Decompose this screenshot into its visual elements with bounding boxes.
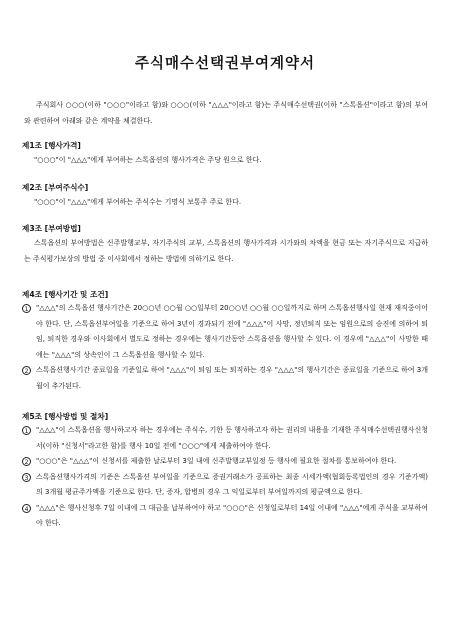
- list-item: [22, 363, 428, 394]
- list-item-text: "△△△"은 행사신청후 7일 이내에 그 대금을 납부하여야 하고 "○○○"은 신청일로부터 14일 이내에 "△△△"에게 주식을 교부하여야 한다.: [36, 503, 428, 527]
- circled-number: 1: [22, 304, 31, 313]
- circled-number: 2: [22, 457, 31, 466]
- article-3-title: 제3조 [부여방법]: [22, 224, 81, 233]
- article-3-body: 스톡옵션의 부여방법은 신주발행교부, 자기주식의 교부, 스톡옵션의 행사가격과 시가와의 차액을 현금 또는 자기주식으로 지급하는 주식평가보상의 방법 중 이사회에서 정하는 방법에 의하기로 한다.: [24, 239, 428, 263]
- list-item: [22, 501, 428, 532]
- document-title: 주식매수선택권부여계약서: [134, 56, 316, 72]
- list-item: [22, 423, 428, 454]
- article-4-title: 제4조 [행사기간 및 조건]: [22, 290, 109, 299]
- circled-number: 1: [22, 426, 31, 435]
- list-item: [22, 301, 428, 363]
- article-4-items: [22, 301, 428, 394]
- article-1-title: 제1조 [행사가격]: [22, 141, 81, 150]
- list-item: [22, 470, 428, 501]
- article-2-body: "○○○"이 "△△△"에게 부여하는 주식수는 기명식 보통주 주로 한다.: [34, 198, 242, 206]
- list-item-text: "○○○"은 "△△△"이 신청서를 제출한 날로부터 3일 내에 신주발행교부일정 등 행사에 필요한 절차를 통보하여야 한다.: [36, 457, 397, 465]
- list-item-text: "△△△"이 스톡옵션을 행사하고자 하는 경우에는 주식수, 기한 등 행사하고자 하는 권리의 내용을 기재한 주식매수선택권행사신청서(이하 "신청서"라고한 함)를 행사 10일 전에 "○○○"에게 제출하여야 한다.: [36, 426, 428, 450]
- list-item: [22, 454, 428, 470]
- intro-paragraph: 주식회사 ○○○(이하 "○○○"이라고 함)와 ○○○(이하 "△△△"이라고 함)는 주식매수선택권(이하 "스톡옵션"이라고 함)의 부여와 관련하여 아래와 같은 계약을 체결한다.: [24, 101, 428, 125]
- list-item-text: 스톡옵션행사기간 종료일을 기준일로 하여 "△△△"이 퇴임 또는 퇴직하는 경우 "△△△"의 행사기간은 종료일을 기준으로 하여 3개월이 추가된다.: [36, 366, 428, 390]
- circled-number: 4: [22, 504, 31, 513]
- article-1-body: "○○○"이 "△△△"에게 부여하는 스톡옵션의 행사가격은 주당 원으로 한다.: [34, 156, 262, 164]
- circled-number: 2: [22, 366, 31, 375]
- article-2-title: 제2조 [부여주식수]: [22, 183, 89, 192]
- article-5-title: 제5조 [행사방법 및 절차]: [22, 412, 109, 421]
- circled-number: 3: [22, 473, 31, 482]
- article-5-items: [22, 423, 428, 532]
- list-item-text: 스톡옵션행사가격의 기준은 스톡옵션 부여일을 기준으로 증권거래소가 공표하는 최종 시세가액(협회등록법인의 경우 기준가액)의 3개월 평균주가액을 기준으로 한다. 단, 증자, 합병의 경우 그 익일로부터 부여일까지의 평균액으로 한다.: [36, 472, 428, 496]
- list-item-text: "△△△"의 스톡옵션 행사기간은 20○○년 ○○월 ○○일부터 20○○년 ○○월 ○○일까지로 하며 스톡옵션행사일 현재 재직중이어야 한다. 단, 스톡옵션부여일을 기준으로 하여 3년이 경과되기 전에 "△△△"이 사망, 정년퇴직 또는 임원으로의 승진에 의하여 퇴임, 퇴직한 경우와 이사회에서 별도로 정하는 경우에는 행사기간동안 스톡옵션을 행사할 수 있다. 이 경우에 "△△△"이 사망한 때에는 "△△△"의 상속인이 그 스톡옵션을 행사할 수 있다.: [36, 304, 428, 359]
